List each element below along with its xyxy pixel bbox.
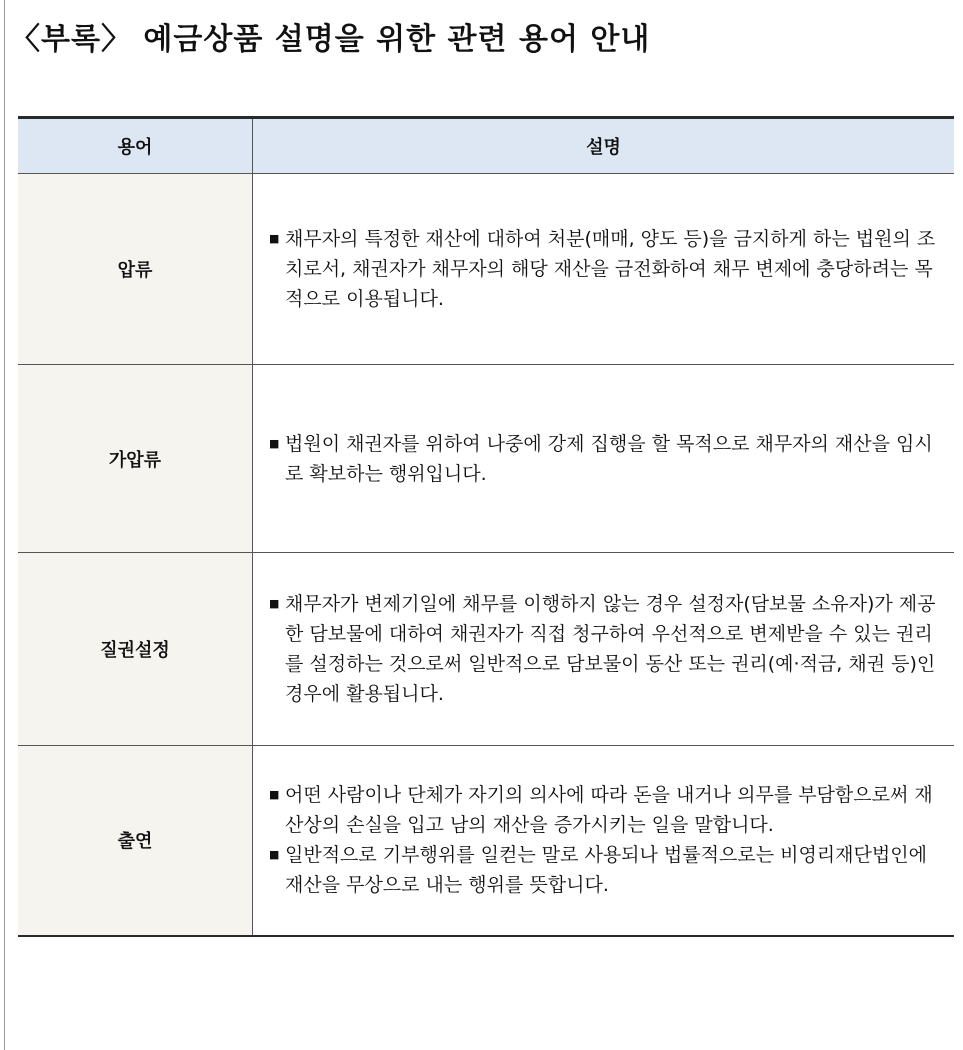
term-cell: 압류 xyxy=(18,174,253,365)
header-row xyxy=(18,118,954,174)
description-item xyxy=(269,224,942,314)
description-item xyxy=(269,780,942,840)
header-description: 설명 xyxy=(253,118,955,174)
table-row xyxy=(18,365,954,553)
description-cell xyxy=(253,365,955,553)
bullet-icon: ■ xyxy=(269,597,280,610)
table-row xyxy=(18,746,954,936)
description-text: 어떤 사람이나 단체가 자기의 의사에 따라 돈을 내거나 의무를 부담함으로써 재산상의 손실을 입고 남의 재산을 증가시키는 일을 말합니다. xyxy=(285,784,933,837)
description-cell xyxy=(253,746,955,936)
description-item xyxy=(269,429,942,489)
description-item xyxy=(269,840,942,900)
bullet-icon: ■ xyxy=(269,232,280,245)
description-cell xyxy=(253,553,955,746)
description-cell xyxy=(253,174,955,365)
table-row xyxy=(18,174,954,365)
bullet-icon: ■ xyxy=(269,788,280,802)
description-text: 법원이 채권자를 위하여 나중에 강제 집행을 할 목적으로 채무자의 재산을 임시로 확보하는 행위입니다. xyxy=(285,432,933,485)
description-text: 일반적으로 기부행위를 일컫는 말로 사용되나 법률적으로는 비영리재단법인에 재산을 무상으로 내는 행위를 뜻합니다. xyxy=(285,844,927,897)
bullet-icon: ■ xyxy=(269,436,280,450)
table-header xyxy=(18,118,954,174)
header-term: 용어 xyxy=(18,118,253,174)
page-title: 〈부록〉 예금상품 설명을 위한 관련 용어 안내 xyxy=(10,22,651,57)
term-cell: 가압류 xyxy=(18,365,253,553)
description-text: 채무자가 변제기일에 채무를 이행하지 않는 경우 설정자(담보물 소유자)가 제공한 담보물에 대하여 채권자가 직접 청구하여 우선적으로 변제받을 수 있는 권리를 설정하는 것으로써 일반적으로 담보물이 동산 또는 권리(예·적금, 채권 등)인 경우에 활용됩니다. xyxy=(285,593,936,705)
term-cell: 출연 xyxy=(18,746,253,936)
description-text: 채무자의 특정한 재산에 대하여 처분(매매, 양도 등)을 금지하게 하는 법원의 조치로서, 채권자가 채무자의 해당 재산을 금전화하여 채무 변제에 충당하려는 목적으로 이용됩니다. xyxy=(285,228,936,310)
page-left-border xyxy=(4,0,5,1050)
term-cell: 질권설정 xyxy=(18,553,253,746)
table-row xyxy=(18,553,954,746)
glossary-table xyxy=(18,116,954,937)
table-body xyxy=(18,174,954,936)
bullet-icon: ■ xyxy=(269,848,280,862)
description-item xyxy=(269,589,942,709)
